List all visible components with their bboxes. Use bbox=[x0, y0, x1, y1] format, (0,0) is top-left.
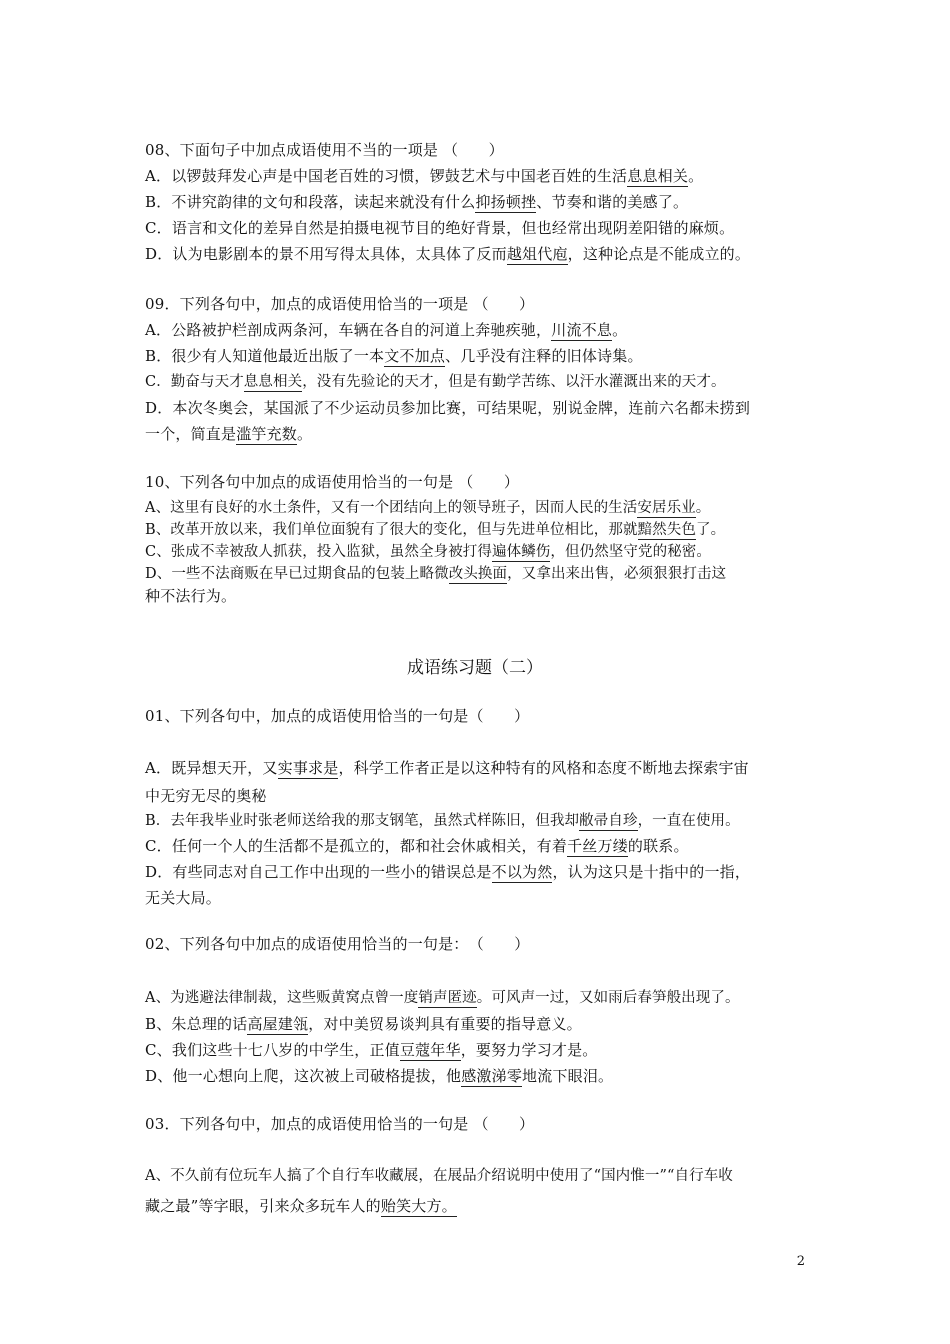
question-p01: 01、下列各句中，加点的成语使用恰当的一句是（ ） bbox=[145, 707, 530, 725]
p01-option-a-line1: A．既异想天开，又实事求是，科学工作者正是以这种特有的风格和态度不断地去探索宇宙 bbox=[145, 759, 749, 777]
q09-option-b: B．很少有人知道他最近出版了一本文不加点、几乎没有注释的旧体诗集。 bbox=[145, 347, 643, 365]
idiom: 高屋建瓴 bbox=[247, 1015, 309, 1033]
idiom: 息息相关 bbox=[627, 167, 689, 185]
idiom: 千丝万缕 bbox=[567, 837, 628, 855]
page-number: 2 bbox=[796, 1254, 805, 1269]
idiom: 抑扬顿挫 bbox=[475, 193, 537, 211]
q09-option-d-line2: 一个，简直是滥竽充数。 bbox=[145, 425, 313, 443]
idiom: 感激涕零 bbox=[461, 1067, 523, 1085]
p02-option-a: A、为逃避法律制裁，这些贩黄窝点曾一度销声匿迹。可风声一过，又如雨后春笋般出现了。 bbox=[145, 990, 740, 1006]
question-08: 08、下面句子中加点成语使用不当的一项是 （ ） bbox=[145, 141, 504, 159]
q09-option-a: A．公路被护栏剖成两条河，车辆在各自的河道上奔驰疾驰，川流不息。 bbox=[145, 321, 628, 339]
q10-option-d-line2: 种不法行为。 bbox=[145, 587, 237, 605]
idiom: 滥竽充数 bbox=[236, 425, 298, 443]
idiom: 遍体鳞伤 bbox=[492, 544, 551, 560]
q08-option-d: D．认为电影剧本的景不用写得太具体，太具体了反而越俎代庖，这种论点是不能成立的。 bbox=[145, 245, 751, 263]
question-10: 10、下列各句中加点的成语使用恰当的一句是 （ ） bbox=[145, 473, 520, 491]
p01-option-a-line2: 中无穷无尽的奥秘 bbox=[145, 787, 267, 805]
q10-option-a: A、这里有良好的水土条件，又有一个团结向上的领导班子，因而人民的生活安居乐业。 bbox=[145, 500, 711, 516]
p02-option-d: D、他一心想向上爬，这次被上司破格提拔，他感激涕零地流下眼泪。 bbox=[145, 1067, 614, 1085]
idiom: 敝帚自珍 bbox=[579, 813, 638, 829]
q08-option-b: B．不讲究韵律的文句和段落，读起来就没有什么抑扬顿挫、节奏和谐的美感了。 bbox=[145, 193, 689, 211]
q10-option-d-line1: D、一些不法商贩在早已过期食品的包装上略微改头换面，又拿出来出售，必须狠狠打击这 bbox=[145, 566, 727, 582]
q08-option-c: C．语言和文化的差异自然是拍摄电视节目的绝好背景，但也经常出现阴差阳错的麻烦。 bbox=[145, 219, 735, 237]
idiom: 贻笑大方。 bbox=[380, 1197, 457, 1215]
q10-option-b: B、改革开放以来，我们单位面貌有了很大的变化，但与先进单位相比，那就黯然失色了。 bbox=[145, 522, 726, 538]
idiom: 豆蔻年华 bbox=[399, 1041, 461, 1059]
p01-option-b: B．去年我毕业时张老师送给我的那支钢笔，虽然式样陈旧，但我却敝帚自珍，一直在使用。 bbox=[145, 813, 740, 829]
question-p03: 03．下列各句中，加点的成语使用恰当的一句是 （ ） bbox=[145, 1115, 535, 1133]
idiom: 实事求是 bbox=[277, 759, 339, 777]
idiom: 文不加点 bbox=[384, 347, 446, 365]
p02-option-c: C、我们这些十七八岁的中学生，正值豆蔻年华，要努力学习才是。 bbox=[145, 1041, 598, 1059]
idiom: 改头换面 bbox=[448, 566, 508, 582]
idiom: 黯然失色 bbox=[637, 522, 696, 538]
idiom: 川流不息 bbox=[551, 321, 613, 339]
idiom: 息息相关 bbox=[243, 374, 303, 390]
p02-option-b: B、朱总理的话高屋建瓴，对中美贸易谈判具有重要的指导意义。 bbox=[145, 1015, 582, 1033]
idiom: 阴差阳错 bbox=[612, 219, 674, 237]
idiom: 不以为然 bbox=[491, 863, 553, 881]
idiom: 销声匿迹 bbox=[418, 990, 477, 1006]
p03-option-a-line1: A、不久前有位玩车人搞了个自行车收藏展，在展品介绍说明中使用了“国内惟一”“自行车收 bbox=[145, 1168, 733, 1184]
q09-option-c: C．勤奋与天才息息相关，没有先验论的天才，但是有勤学苦练、以汗水灌溉出来的天才。 bbox=[145, 374, 726, 390]
p03-option-a-line2: 藏之最”等字眼，引来众多玩车人的贻笑大方。 bbox=[145, 1197, 457, 1215]
idiom: 安居乐业 bbox=[637, 500, 696, 516]
p01-option-d-line1: D．有些同志对自己工作中出现的一些小的错误总是不以为然，认为这只是十指中的一指， bbox=[145, 863, 751, 881]
section-title: 成语练习题（二） bbox=[407, 658, 543, 678]
p01-option-c: C．任何一个人的生活都不是孤立的，都和社会休戚相关，有着千丝万缕的联系。 bbox=[145, 837, 689, 855]
idiom: 越俎代庖 bbox=[506, 245, 568, 263]
question-09: 09．下列各句中，加点的成语使用恰当的一项是 （ ） bbox=[145, 295, 535, 313]
q08-option-a: A．以锣鼓拜发心声是中国老百姓的习惯，锣鼓艺术与中国老百姓的生活息息相关。 bbox=[145, 167, 704, 185]
q09-option-d-line1: D．本次冬奥会，某国派了不少运动员参加比赛，可结果呢，别说金牌，连前六名都未捞到 bbox=[145, 399, 751, 417]
p01-option-d-line2: 无关大局。 bbox=[145, 889, 222, 907]
question-p02: 02、下列各句中加点的成语使用恰当的一句是： （ ） bbox=[145, 935, 530, 953]
q10-option-c: C、张成不幸被敌人抓获，投入监狱，虽然全身被打得遍体鳞伤，但仍然坚守党的秘密。 bbox=[145, 544, 712, 560]
